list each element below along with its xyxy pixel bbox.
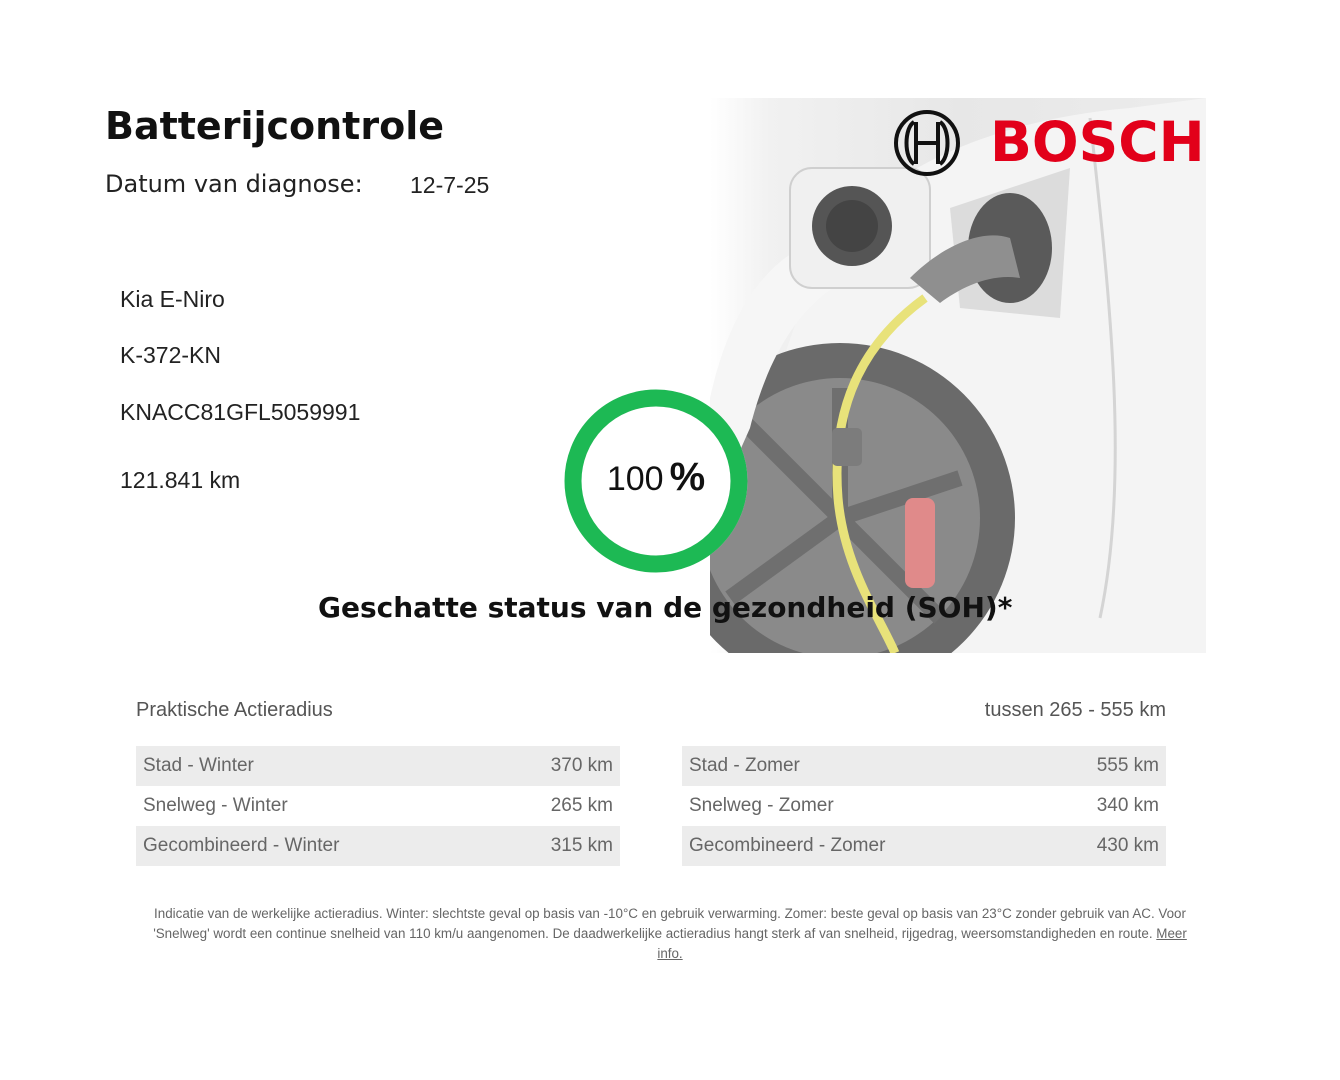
- vehicle-plate: K-372-KN: [120, 342, 221, 368]
- page-title: Batterijcontrole: [105, 104, 444, 148]
- range-footnote: [150, 904, 1190, 964]
- range-row-value: 340 km: [1096, 795, 1159, 816]
- diagnosis-date-value: 12-7-25: [410, 172, 490, 198]
- more-info-link[interactable]: Meer info.: [657, 926, 1187, 961]
- range-row: [136, 746, 620, 786]
- range-summary: tussen 265 - 555 km: [984, 699, 1166, 721]
- range-row: [136, 786, 620, 826]
- brand-name: BOSCH: [990, 110, 1205, 174]
- range-row-value: 315 km: [550, 835, 613, 856]
- diagnosis-date-label: Datum van diagnose:: [105, 170, 363, 198]
- range-table-summer: [682, 746, 1166, 866]
- range-row: [682, 746, 1166, 786]
- soh-unit: %: [669, 455, 706, 499]
- range-row-label: Stad - Zomer: [689, 755, 800, 776]
- soh-number: 100: [606, 460, 664, 498]
- soh-value: [560, 455, 752, 500]
- vehicle-model: Kia E-Niro: [120, 286, 225, 312]
- car-charging-photo: [710, 98, 1206, 653]
- range-row-value: 430 km: [1096, 835, 1159, 856]
- range-row: [682, 826, 1166, 866]
- range-table-winter: [136, 746, 620, 866]
- vehicle-vin: KNACC81GFL5059991: [120, 399, 361, 425]
- range-row-label: Gecombineerd - Zomer: [689, 835, 886, 856]
- footnote-text: Indicatie van de werkelijke actieradius. Winter: slechtste geval op basis van -10°C en gebruik verwarming. Zomer: beste geval op basis van 23°C zonder gebruik van AC. Voor 'Snelweg' wordt een continue snelheid van 110 km/u aangenomen. De daadwerkelijke actieradius hangt sterk af van snelheid, rijgedrag, weersomstandigheden en route.: [153, 906, 1186, 941]
- range-row-value: 265 km: [550, 795, 613, 816]
- range-row: [682, 786, 1166, 826]
- soh-caption: Geschatte status van de gezondheid (SOH)*: [318, 591, 1013, 624]
- range-row-value: 555 km: [1096, 755, 1159, 776]
- range-row-label: Stad - Winter: [143, 755, 254, 776]
- range-row-value: 370 km: [550, 755, 613, 776]
- range-title: Praktische Actieradius: [136, 699, 333, 721]
- range-row-label: Gecombineerd - Winter: [143, 835, 340, 856]
- vehicle-mileage: 121.841 km: [120, 467, 241, 493]
- bosch-armature-icon: [892, 108, 962, 178]
- range-row: [136, 826, 620, 866]
- range-row-label: Snelweg - Winter: [143, 795, 288, 816]
- range-row-label: Snelweg - Zomer: [689, 795, 834, 816]
